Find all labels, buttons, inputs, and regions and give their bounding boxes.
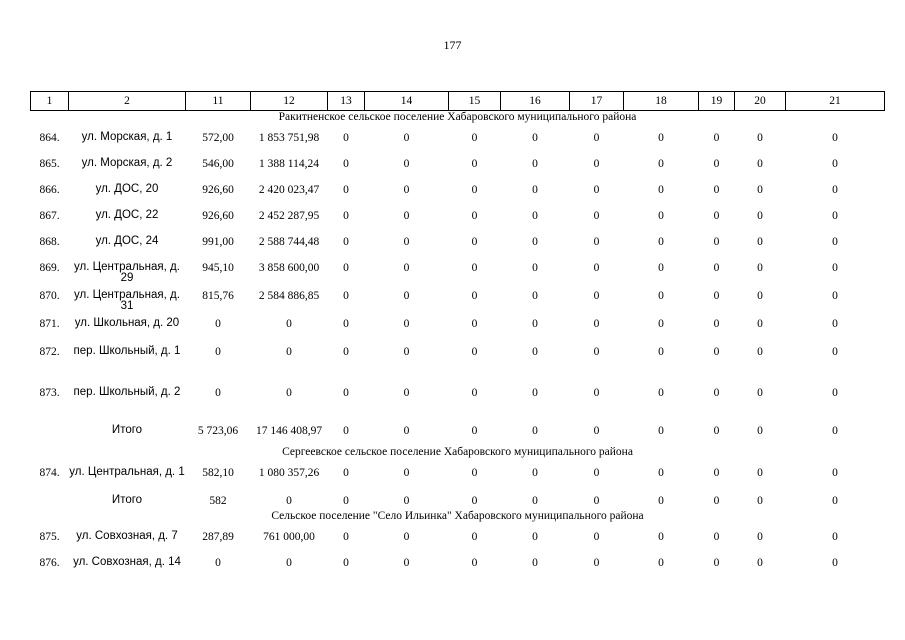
value-cell: 0 <box>286 387 292 399</box>
zero-cell: 0 <box>713 184 720 196</box>
zero-cell: 0 <box>532 210 538 222</box>
zero-cell: 0 <box>832 210 838 222</box>
zero-cell: 0 <box>713 531 720 543</box>
zero-cell: 0 <box>471 158 478 170</box>
zero-cell: 0 <box>593 158 600 170</box>
zero-cell: 0 <box>403 425 410 437</box>
value-cell: 1 080 357,26 <box>258 467 320 479</box>
section-title: Сельское поселение "Село Ильинка" Хабаровского муниципального района <box>271 510 644 522</box>
zero-cell: 0 <box>532 184 538 196</box>
table-row <box>31 552 885 572</box>
zero-cell: 0 <box>832 132 838 144</box>
row-number: 873. <box>39 387 60 399</box>
col-header: 19 <box>699 92 735 111</box>
zero-cell: 0 <box>658 467 664 479</box>
zero-cell: 0 <box>403 531 410 543</box>
col-header: 2 <box>69 92 186 111</box>
zero-cell: 0 <box>532 132 538 144</box>
table-row <box>31 462 885 490</box>
zero-cell: 0 <box>471 262 478 274</box>
zero-cell: 0 <box>593 184 600 196</box>
table-row <box>31 153 885 179</box>
zero-cell: 0 <box>593 290 600 302</box>
zero-cell: 0 <box>343 318 349 330</box>
address-cell: ул. ДОС, 24 <box>95 235 159 247</box>
zero-cell: 0 <box>713 495 720 507</box>
address-cell: пер. Школьный, д. 1 <box>73 345 181 357</box>
area-cell: 5 723,06 <box>197 425 239 437</box>
table-row <box>31 382 885 420</box>
zero-cell: 0 <box>403 346 410 358</box>
value-cell: 0 <box>286 495 292 507</box>
zero-cell: 0 <box>658 495 664 507</box>
row-number: 874. <box>39 467 60 479</box>
zero-cell: 0 <box>343 495 349 507</box>
address-cell: ул. Морская, д. 2 <box>81 157 173 169</box>
zero-cell: 0 <box>757 495 763 507</box>
zero-cell: 0 <box>593 425 600 437</box>
section-header-row <box>31 111 885 128</box>
value-cell: 0 <box>286 318 292 330</box>
table-row <box>31 179 885 205</box>
row-number: 865. <box>39 158 60 170</box>
total-row <box>31 420 885 446</box>
zero-cell: 0 <box>658 184 664 196</box>
zero-cell: 0 <box>832 184 838 196</box>
zero-cell: 0 <box>593 531 600 543</box>
area-cell: 0 <box>215 318 221 330</box>
zero-cell: 0 <box>713 290 720 302</box>
zero-cell: 0 <box>757 210 763 222</box>
area-cell: 546,00 <box>202 158 234 170</box>
col-header: 18 <box>624 92 699 111</box>
zero-cell: 0 <box>343 387 349 399</box>
zero-cell: 0 <box>832 158 838 170</box>
area-cell: 0 <box>215 387 221 399</box>
header-row <box>31 92 885 111</box>
zero-cell: 0 <box>713 387 720 399</box>
zero-cell: 0 <box>713 262 720 274</box>
zero-cell: 0 <box>471 290 478 302</box>
address-cell: Итого <box>111 424 143 436</box>
zero-cell: 0 <box>593 346 600 358</box>
value-cell: 2 452 287,95 <box>258 210 320 222</box>
table-row <box>31 231 885 257</box>
zero-cell: 0 <box>532 346 538 358</box>
zero-cell: 0 <box>832 236 838 248</box>
table-row <box>31 205 885 231</box>
zero-cell: 0 <box>757 184 763 196</box>
zero-cell: 0 <box>757 467 763 479</box>
row-number: 872. <box>39 346 60 358</box>
zero-cell: 0 <box>658 210 664 222</box>
value-cell: 0 <box>286 557 292 569</box>
zero-cell: 0 <box>471 346 478 358</box>
zero-cell: 0 <box>471 495 478 507</box>
value-cell: 2 420 023,47 <box>258 184 320 196</box>
zero-cell: 0 <box>658 531 664 543</box>
table-row <box>31 526 885 552</box>
area-cell: 582,10 <box>202 467 234 479</box>
value-cell: 3 858 600,00 <box>258 262 320 274</box>
value-cell: 761 000,00 <box>263 531 315 543</box>
zero-cell: 0 <box>757 262 763 274</box>
zero-cell: 0 <box>713 467 720 479</box>
zero-cell: 0 <box>757 557 763 569</box>
zero-cell: 0 <box>757 318 763 330</box>
zero-cell: 0 <box>757 387 763 399</box>
zero-cell: 0 <box>403 290 410 302</box>
zero-cell: 0 <box>343 236 349 248</box>
row-number: 871. <box>39 318 60 330</box>
address-cell: ул. ДОС, 20 <box>95 183 159 195</box>
zero-cell: 0 <box>658 387 664 399</box>
value-cell: 2 584 886,85 <box>258 290 320 302</box>
row-number: 866. <box>39 184 60 196</box>
address-cell: ул. ДОС, 22 <box>95 209 159 221</box>
row-number <box>31 420 69 446</box>
zero-cell: 0 <box>757 531 763 543</box>
table-row <box>31 285 885 313</box>
zero-cell: 0 <box>832 346 838 358</box>
address-cell: ул. Центральная, д. 29 <box>74 261 180 284</box>
zero-cell: 0 <box>713 210 720 222</box>
zero-cell: 0 <box>471 557 478 569</box>
zero-cell: 0 <box>832 425 838 437</box>
zero-cell: 0 <box>593 210 600 222</box>
zero-cell: 0 <box>403 557 410 569</box>
zero-cell: 0 <box>832 531 838 543</box>
zero-cell: 0 <box>403 495 410 507</box>
zero-cell: 0 <box>658 346 664 358</box>
section-title: Ракитненское сельское поселение Хабаровского муниципального района <box>278 111 637 123</box>
value-cell: 1 853 751,98 <box>258 132 320 144</box>
zero-cell: 0 <box>532 262 538 274</box>
zero-cell: 0 <box>713 425 720 437</box>
zero-cell: 0 <box>593 495 600 507</box>
zero-cell: 0 <box>757 346 763 358</box>
zero-cell: 0 <box>532 290 538 302</box>
row-number: 867. <box>39 210 60 222</box>
address-cell: ул. Морская, д. 1 <box>81 131 173 143</box>
zero-cell: 0 <box>593 132 600 144</box>
col-header: 13 <box>328 92 365 111</box>
col-header: 20 <box>735 92 786 111</box>
col-header: 21 <box>786 92 885 111</box>
area-cell: 815,76 <box>202 290 234 302</box>
address-cell: ул. Центральная, д. 1 <box>69 466 185 478</box>
col-header: 14 <box>365 92 449 111</box>
zero-cell: 0 <box>343 290 349 302</box>
col-header: 1 <box>31 92 69 111</box>
zero-cell: 0 <box>757 132 763 144</box>
section-header-row <box>31 510 885 526</box>
zero-cell: 0 <box>343 158 349 170</box>
table-row <box>31 257 885 285</box>
zero-cell: 0 <box>343 467 349 479</box>
zero-cell: 0 <box>658 557 664 569</box>
area-cell: 926,60 <box>202 210 234 222</box>
address-cell: Итого <box>111 494 143 506</box>
area-cell: 926,60 <box>202 184 234 196</box>
zero-cell: 0 <box>532 467 538 479</box>
zero-cell: 0 <box>832 318 838 330</box>
col-header: 17 <box>570 92 624 111</box>
zero-cell: 0 <box>532 531 538 543</box>
zero-cell: 0 <box>832 557 838 569</box>
zero-cell: 0 <box>713 236 720 248</box>
zero-cell: 0 <box>532 387 538 399</box>
zero-cell: 0 <box>471 236 478 248</box>
area-cell: 287,89 <box>202 531 234 543</box>
row-number <box>31 490 69 510</box>
section-header-row <box>31 446 885 462</box>
zero-cell: 0 <box>343 132 349 144</box>
table-row <box>31 313 885 341</box>
zero-cell: 0 <box>471 387 478 399</box>
col-header: 15 <box>449 92 501 111</box>
zero-cell: 0 <box>343 531 349 543</box>
zero-cell: 0 <box>403 467 410 479</box>
zero-cell: 0 <box>471 425 478 437</box>
row-number: 869. <box>39 262 60 274</box>
zero-cell: 0 <box>403 262 410 274</box>
zero-cell: 0 <box>403 318 410 330</box>
zero-cell: 0 <box>471 467 478 479</box>
row-number: 864. <box>39 132 60 144</box>
zero-cell: 0 <box>658 262 664 274</box>
zero-cell: 0 <box>658 132 664 144</box>
zero-cell: 0 <box>658 425 664 437</box>
area-cell: 945,10 <box>202 262 234 274</box>
zero-cell: 0 <box>403 184 410 196</box>
zero-cell: 0 <box>713 158 720 170</box>
address-cell: ул. Совхозная, д. 14 <box>73 556 181 568</box>
table-row <box>31 341 885 382</box>
value-cell: 0 <box>286 346 292 358</box>
zero-cell: 0 <box>532 318 538 330</box>
page-number: 177 <box>443 38 462 52</box>
zero-cell: 0 <box>713 557 720 569</box>
zero-cell: 0 <box>593 262 600 274</box>
col-header: 11 <box>186 92 251 111</box>
zero-cell: 0 <box>471 531 478 543</box>
zero-cell: 0 <box>593 557 600 569</box>
zero-cell: 0 <box>532 495 538 507</box>
value-cell: 2 588 744,48 <box>258 236 320 248</box>
zero-cell: 0 <box>532 557 538 569</box>
zero-cell: 0 <box>832 387 838 399</box>
table-body <box>31 111 885 573</box>
row-number: 876. <box>39 557 60 569</box>
area-cell: 0 <box>215 346 221 358</box>
zero-cell: 0 <box>532 236 538 248</box>
total-row <box>31 490 885 510</box>
zero-cell: 0 <box>343 557 349 569</box>
data-table <box>30 91 885 572</box>
section-title: Сергеевское сельское поселение Хабаровского муниципального района <box>282 446 633 458</box>
zero-cell: 0 <box>343 425 349 437</box>
row-number: 870. <box>39 290 60 302</box>
zero-cell: 0 <box>713 346 720 358</box>
area-cell: 0 <box>215 557 221 569</box>
zero-cell: 0 <box>593 318 600 330</box>
area-cell: 572,00 <box>202 132 234 144</box>
zero-cell: 0 <box>713 318 720 330</box>
address-cell: пер. Школьный, д. 2 <box>73 386 181 398</box>
zero-cell: 0 <box>658 318 664 330</box>
zero-cell: 0 <box>471 210 478 222</box>
zero-cell: 0 <box>757 290 763 302</box>
zero-cell: 0 <box>532 425 538 437</box>
row-number: 868. <box>39 236 60 248</box>
address-cell: ул. Центральная, д. 31 <box>74 289 180 312</box>
zero-cell: 0 <box>471 132 478 144</box>
zero-cell: 0 <box>757 425 763 437</box>
address-cell: ул. Совхозная, д. 7 <box>76 530 178 542</box>
zero-cell: 0 <box>403 236 410 248</box>
row-number: 875. <box>39 531 60 543</box>
table-row <box>31 127 885 153</box>
zero-cell: 0 <box>343 184 349 196</box>
zero-cell: 0 <box>658 158 664 170</box>
zero-cell: 0 <box>593 236 600 248</box>
zero-cell: 0 <box>832 495 838 507</box>
value-cell: 17 146 408,97 <box>255 425 323 437</box>
zero-cell: 0 <box>832 262 838 274</box>
zero-cell: 0 <box>403 158 410 170</box>
zero-cell: 0 <box>403 210 410 222</box>
zero-cell: 0 <box>343 262 349 274</box>
zero-cell: 0 <box>343 210 349 222</box>
zero-cell: 0 <box>471 184 478 196</box>
zero-cell: 0 <box>532 158 538 170</box>
zero-cell: 0 <box>403 387 410 399</box>
zero-cell: 0 <box>658 290 664 302</box>
zero-cell: 0 <box>343 346 349 358</box>
value-cell: 1 388 114,24 <box>259 158 319 170</box>
zero-cell: 0 <box>713 132 720 144</box>
zero-cell: 0 <box>593 467 600 479</box>
zero-cell: 0 <box>832 467 838 479</box>
zero-cell: 0 <box>593 387 600 399</box>
zero-cell: 0 <box>658 236 664 248</box>
col-header: 16 <box>501 92 570 111</box>
col-header: 12 <box>251 92 328 111</box>
zero-cell: 0 <box>757 236 763 248</box>
zero-cell: 0 <box>832 290 838 302</box>
zero-cell: 0 <box>757 158 763 170</box>
zero-cell: 0 <box>403 132 410 144</box>
zero-cell: 0 <box>471 318 478 330</box>
address-cell: ул. Школьная, д. 20 <box>74 317 180 329</box>
area-cell: 991,00 <box>202 236 234 248</box>
area-cell: 582 <box>209 495 227 507</box>
